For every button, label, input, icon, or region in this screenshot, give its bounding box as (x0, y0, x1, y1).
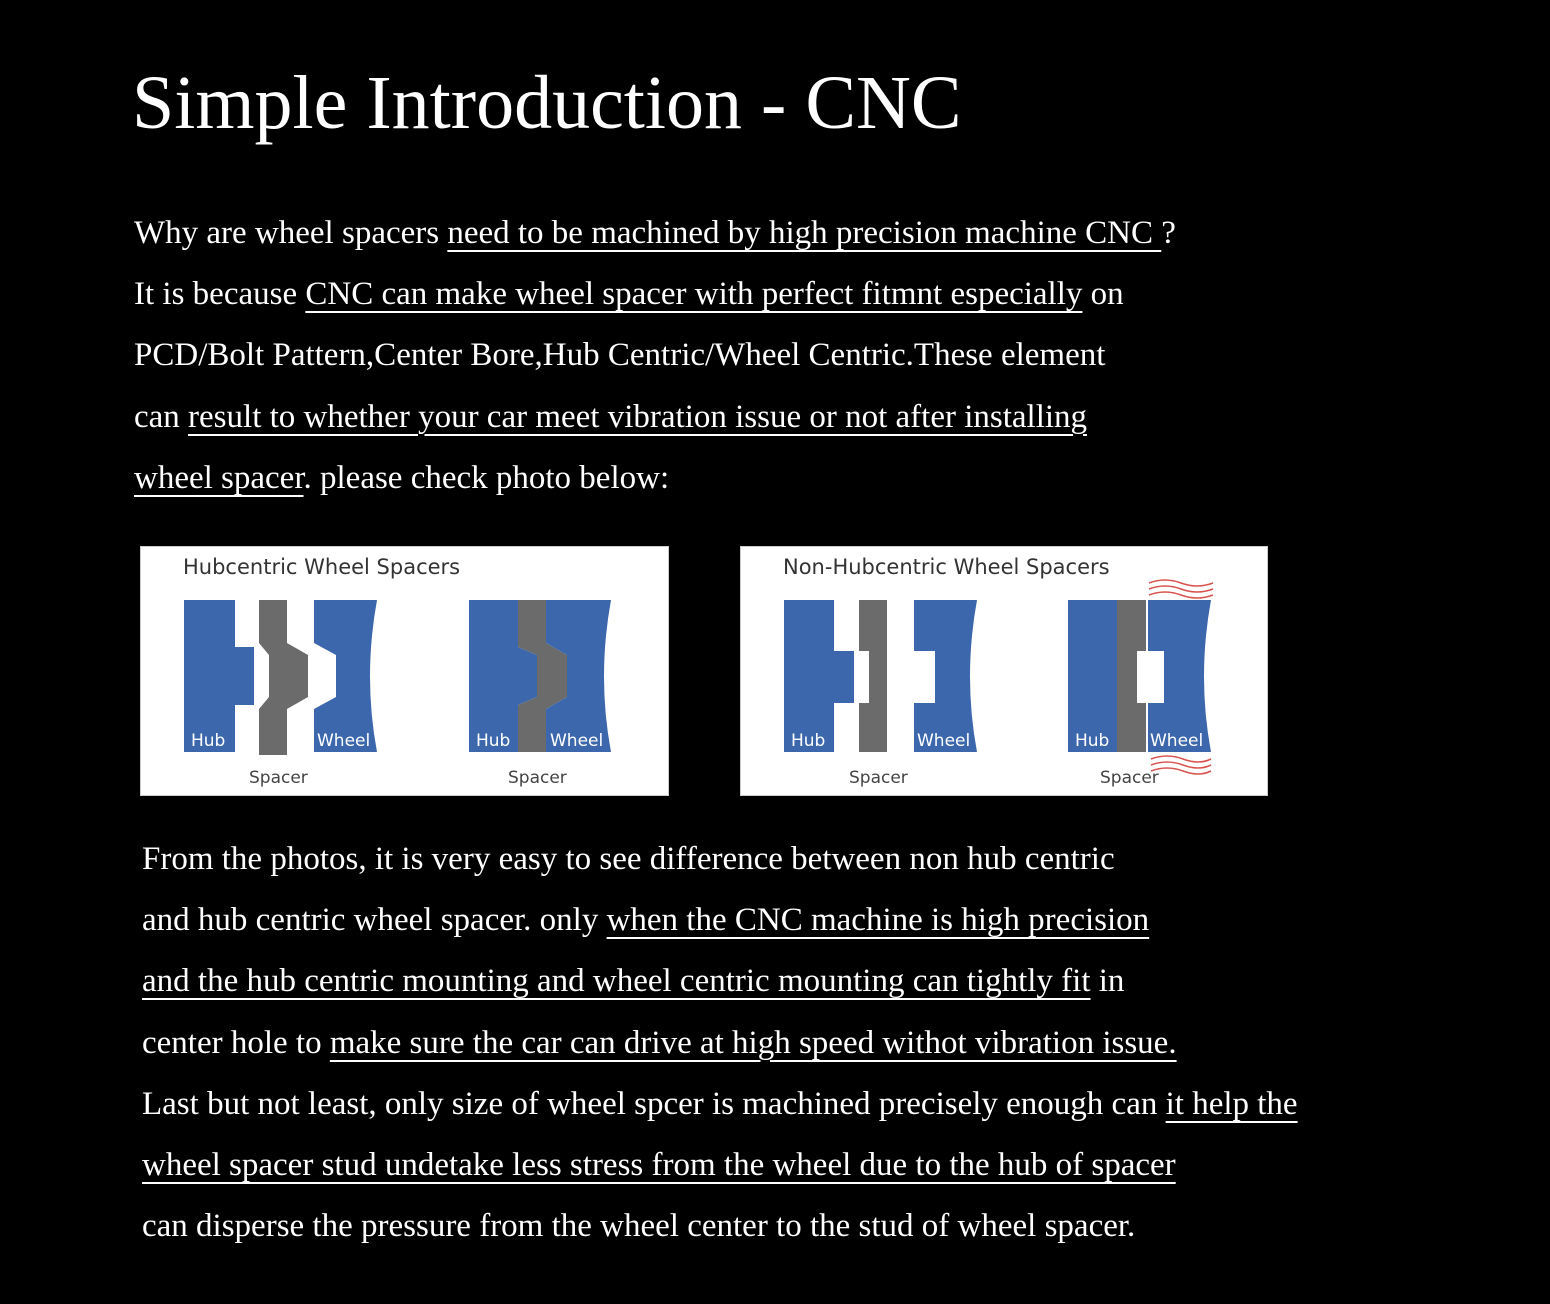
intro-line-5 (134, 448, 1176, 509)
hub-label: Hub (191, 731, 226, 751)
diagram-title: Non-Hubcentric Wheel Spacers (783, 555, 1110, 579)
spacer-shape (859, 600, 887, 752)
underlined-text: wheel spacer stud undetake less stress from the wheel due to the hub of spacer (142, 1146, 1176, 1183)
non-hubcentric-illustration (741, 547, 1267, 795)
outro-line-3 (142, 951, 1298, 1012)
wheel-label: Wheel (917, 731, 971, 751)
underlined-text: when the CNC machine is high precision (606, 902, 1150, 939)
hub-label: Hub (791, 731, 826, 751)
outro-line-6 (142, 1135, 1298, 1196)
page-title: Simple Introduction - CNC (132, 61, 962, 145)
hub-label: Hub (476, 731, 511, 751)
underlined-text: it help the (1165, 1085, 1298, 1122)
underlined-text: make sure the car can drive at high speed withot vibration issue. (329, 1024, 1177, 1061)
intro-text: on (1082, 276, 1124, 313)
vibration-marks-top (1149, 580, 1213, 598)
diagram-title: Hubcentric Wheel Spacers (183, 555, 461, 579)
spacer-label: Spacer (849, 768, 908, 788)
hubcentric-diagram (140, 546, 669, 796)
outro-text: and hub centric wheel spacer. only (142, 902, 607, 939)
intro-text: can (134, 398, 189, 435)
outro-text: can disperse the pressure from the wheel center to the stud of wheel spacer. (142, 1208, 1136, 1245)
intro-line-4 (134, 387, 1176, 448)
spacer-label: Spacer (249, 768, 308, 788)
outro-line-4 (142, 1013, 1298, 1074)
hub-label: Hub (1075, 731, 1110, 751)
spacer-shape (259, 600, 308, 755)
intro-text: Why are wheel spacers (134, 215, 448, 251)
spacer-shape (1117, 600, 1146, 752)
outro-text: in (1090, 963, 1125, 1000)
outro-text: Last but not least, only size of wheel spcer is machined precisely enough can (142, 1085, 1166, 1122)
wheel-label: Wheel (317, 731, 371, 751)
intro-line-2 (134, 264, 1176, 325)
spacer-label: Spacer (1100, 768, 1159, 788)
underlined-text: need to be machined by high precision machine CNC (447, 215, 1162, 251)
hub-shape (1068, 600, 1117, 752)
wheel-label: Wheel (550, 731, 604, 751)
spacer-label: Spacer (508, 768, 567, 788)
wheel-shape (1148, 600, 1211, 752)
intro-line-1 (134, 203, 1176, 264)
outro-line-1 (142, 829, 1298, 890)
vibration-marks-bottom (1151, 756, 1211, 774)
wheel-label: Wheel (1150, 731, 1204, 751)
hub-shape (784, 600, 854, 752)
underlined-text: CNC can make wheel spacer with perfect fitmnt especially (305, 276, 1083, 313)
outro-line-2 (142, 890, 1298, 951)
wheel-shape (314, 600, 377, 752)
outro-text: From the photos, it is very easy to see difference between non hub centric (142, 841, 1115, 877)
outro-paragraph (142, 829, 1298, 1257)
intro-text: . please check photo below: (303, 459, 670, 496)
intro-text: PCD/Bolt Pattern,Center Bore,Hub Centric/Wheel Centric.These element (134, 337, 1106, 374)
outro-line-7 (142, 1196, 1298, 1257)
hub-shape (184, 600, 254, 752)
wheel-shape (914, 600, 977, 752)
outro-line-5 (142, 1074, 1298, 1135)
intro-text: It is because (134, 276, 306, 313)
hubcentric-illustration (141, 547, 668, 795)
non-hubcentric-diagram (740, 546, 1268, 796)
outro-text: center hole to (142, 1024, 330, 1061)
intro-paragraph (134, 203, 1176, 509)
underlined-text: result to whether your car meet vibration issue or not after installing (188, 398, 1088, 435)
intro-line-3 (134, 325, 1176, 386)
underlined-text: wheel spacer (134, 459, 304, 496)
underlined-text: and the hub centric mounting and wheel centric mounting can tightly fit (142, 963, 1091, 1000)
intro-text: ? (1161, 215, 1176, 251)
